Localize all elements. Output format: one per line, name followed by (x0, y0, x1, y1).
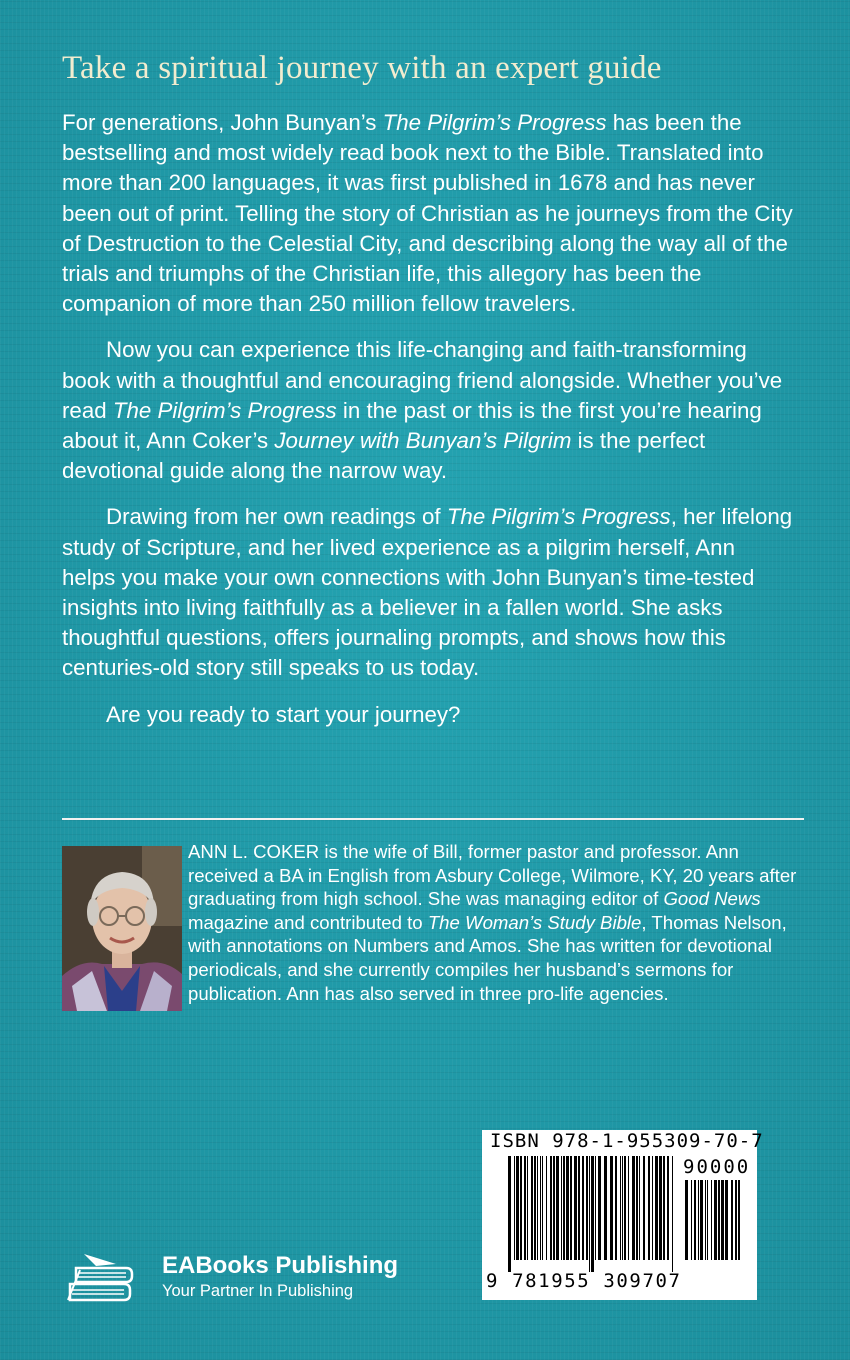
barcode-digits: 9 781955 309707 (486, 1270, 682, 1292)
barcode-bar (508, 1156, 511, 1272)
barcode-bar (632, 1156, 635, 1260)
description-paragraph-4: Are you ready to start your journey? (106, 701, 461, 727)
barcode-bar (714, 1180, 717, 1260)
description-paragraph-3: Drawing from her own readings of The Pilgrim’s Progress, her lifelong study of Scripture, and her lived experience as a pilgrim herself, Ann helps you make your own connections with John Bunyan’s time-tested insights into living faithfully as a believer in a fallen world. She asks thoughtful questions, offers journaling prompts, and shows how this centuries-old story still speaks to us today. (62, 504, 793, 681)
barcode-bar (672, 1156, 673, 1272)
publisher-name: EABooks Publishing (162, 1252, 399, 1279)
barcode-bar (553, 1156, 555, 1260)
barcode-bar (566, 1156, 569, 1260)
barcode-bar (589, 1156, 590, 1272)
barcode-bar (524, 1156, 526, 1260)
book-stack-logo-icon (66, 1252, 134, 1304)
bible-title: The Woman’s Study Bible (427, 911, 642, 933)
barcode-bar (542, 1156, 543, 1260)
barcode-bar (705, 1180, 706, 1260)
book-title: The Pilgrim’s Progress (446, 504, 671, 530)
barcode-bar (691, 1180, 692, 1260)
barcode-bar (598, 1156, 601, 1260)
barcode-bar (546, 1156, 547, 1260)
barcode-bar (738, 1180, 740, 1260)
barcode-bar (648, 1156, 650, 1260)
barcode-bar (531, 1156, 533, 1260)
barcode-bar (610, 1156, 613, 1260)
barcode-bar (667, 1156, 669, 1260)
barcode-bar (643, 1156, 645, 1260)
barcode-bar (550, 1156, 552, 1260)
barcode-bar (652, 1156, 653, 1260)
barcode-bar (620, 1156, 621, 1260)
barcode-bar (520, 1156, 522, 1260)
barcode-bar (718, 1180, 720, 1260)
barcode-bar (628, 1156, 629, 1260)
guide-title: Journey with Bunyan’s Pilgrim (274, 428, 572, 454)
barcode-bar (540, 1156, 541, 1260)
description-paragraph-1: For generations, John Bunyan’s The Pilgrim’s Progress has been the bestselling and most widely read book next to the Bible. Translated into more than 200 languages, it was first published in 1678 and has never been out of print. Telling the story of Christian as he journeys from the City of Destruction to the Celestial City, and describing along the way all of the trials and triumphs of the Christian life, this allegory has been the companion of more than 250 million fellow travelers. (62, 110, 793, 317)
barcode-bar (700, 1180, 703, 1260)
barcode-bar (578, 1156, 580, 1260)
barcode-bar (527, 1156, 528, 1260)
section-divider (62, 818, 804, 820)
barcode-bar (615, 1156, 617, 1260)
barcode-bar (563, 1156, 565, 1260)
description-paragraph-2: Now you can experience this life-changing and faith-transforming book with a thoughtful and encouraging friend alongside. Whether you’ve read The Pilgrim’s Progress in the past or this is the first you’re hearing about it, Ann Coker’s Journey with Bunyan’s Pilgrim is the perfect devotional guide along the narrow way. (62, 337, 783, 484)
isbn-barcode (482, 1130, 764, 1300)
barcode-bar (570, 1156, 572, 1260)
author-bio: ANN L. COKER is the wife of Bill, former pastor and professor. Ann received a BA in English from Asbury College, Wilmore, KY, 20 years after graduating from high school. She was managing editor of Good News magazine and contributed to The Woman’s Study Bible, Thomas Nelson, with annotations on Numbers and Amos. She has written for devotional periodicals, and she currently compiles her husband’s sermons for publication. Ann has also served in three pro-life agencies. (62, 840, 802, 1005)
barcode-bar (636, 1156, 638, 1260)
barcode-bar (591, 1156, 594, 1272)
price-code: 90000 (683, 1156, 751, 1178)
barcode-bar (516, 1156, 519, 1260)
publisher-tagline: Your Partner In Publishing (162, 1282, 354, 1300)
barcode-bar (721, 1180, 724, 1260)
barcode-bar (735, 1180, 737, 1260)
barcode-bar (624, 1156, 626, 1260)
barcode-bar (685, 1180, 688, 1260)
book-title: The Pilgrim’s Progress (382, 110, 607, 135)
publisher-branding (66, 1248, 426, 1308)
barcode-bar (604, 1156, 607, 1260)
addon-barcode-bars (683, 1180, 745, 1272)
barcode-bar (586, 1156, 588, 1260)
barcode-bar (725, 1180, 728, 1260)
barcode-bar (711, 1180, 712, 1260)
book-title: The Pilgrim’s Progress (112, 397, 337, 423)
barcode-bar (534, 1156, 536, 1260)
barcode-bar (731, 1180, 733, 1260)
barcode-bar (514, 1156, 515, 1260)
barcode-bar (595, 1156, 596, 1260)
barcode-bar (561, 1156, 562, 1260)
barcode-bar (537, 1156, 538, 1260)
barcode-bar (556, 1156, 559, 1260)
barcode-bar (659, 1156, 662, 1260)
barcode-bar (582, 1156, 584, 1260)
barcode-bar (655, 1156, 658, 1260)
barcode-bar (698, 1180, 699, 1260)
book-description (62, 108, 794, 746)
barcode-bar (574, 1156, 577, 1260)
photo-spacer (62, 840, 188, 1004)
isbn-label: ISBN 978-1-955309-70-7 (490, 1130, 764, 1152)
back-cover-headline: Take a spiritual journey with an expert guide (62, 50, 662, 86)
barcode-bar (639, 1156, 640, 1260)
barcode-bar (622, 1156, 623, 1260)
ean13-barcode-bars (506, 1156, 676, 1272)
barcode-bar (663, 1156, 665, 1260)
barcode-bar (694, 1180, 696, 1260)
magazine-title: Good News (663, 888, 761, 910)
barcode-bar (707, 1180, 708, 1260)
